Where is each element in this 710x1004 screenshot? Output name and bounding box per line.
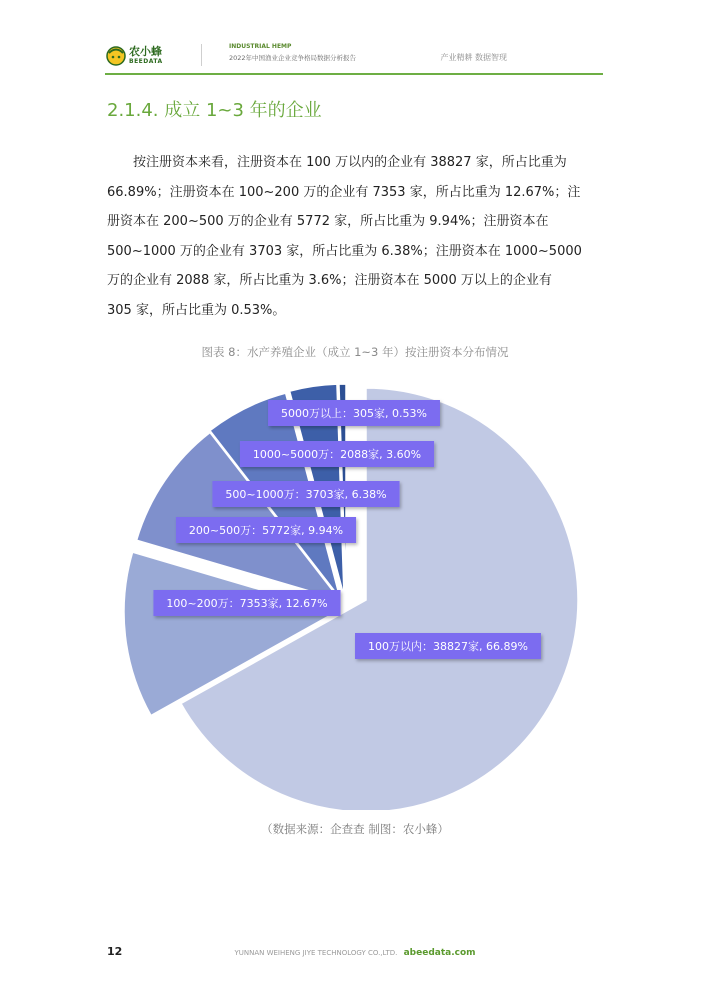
data-label — [355, 633, 541, 659]
brand-name-cn: 农小蜂 — [129, 45, 162, 58]
body-paragraph — [107, 148, 603, 325]
paragraph-line: 500~1000 万的企业有 3703 家，所占比重为 6.38%；注册资本在 1000~5000 — [107, 243, 582, 259]
header-divider — [201, 44, 202, 66]
brand-logo — [105, 42, 175, 68]
data-label — [176, 517, 356, 543]
page-header — [105, 40, 603, 76]
data-label — [212, 481, 399, 507]
bee-logo-icon — [105, 44, 127, 66]
data-label — [268, 400, 440, 426]
page-number: 12 — [107, 945, 123, 958]
page-footer — [0, 948, 710, 958]
header-rule — [105, 73, 603, 75]
footer-website: abeedata.com — [403, 948, 476, 958]
paragraph-line: 册资本在 200~500 万的企业有 5772 家，所占比重为 9.94%；注册资本在 — [107, 214, 549, 229]
data-label — [240, 441, 434, 467]
section-title: 2.1.4. 成立 1~3 年的企业 — [107, 100, 322, 121]
chart-source: （数据来源：企查查 制图：农小蜂） — [261, 822, 449, 836]
data-label-text: 5000万以上：305家, 0.53% — [281, 407, 427, 420]
data-label-text: 200~500万：5772家, 9.94% — [188, 524, 344, 537]
data-label-text: 500~1000万：3703家, 6.38% — [225, 488, 387, 501]
header-tagline: 产业精耕 数据智现 — [440, 53, 507, 62]
data-label — [153, 590, 340, 616]
report-series-label: INDUSTRIAL HEMP — [229, 43, 292, 50]
paragraph-line: 万的企业有 2088 家，所占比重为 3.6%；注册资本在 5000 万以上的企业有 — [107, 273, 552, 288]
paragraph-line: 305 家，所占比重为 0.53%。 — [107, 302, 286, 318]
brand-name-en: BEEDATA — [129, 58, 163, 65]
paragraph-line: 66.89%；注册资本在 100~200 万的企业有 7353 家，所占比重为 12.67%；注 — [107, 184, 581, 200]
pie-chart — [0, 370, 710, 810]
footer-company: YUNNAN WEIHENG JIYE TECHNOLOGY CO.,LTD. — [234, 949, 398, 957]
paragraph-line: 按注册资本来看，注册资本在 100 万以内的企业有 38827 家，所占比重为 — [133, 155, 567, 170]
chart-caption: 图表 8：水产养殖企业（成立 1~3 年）按注册资本分布情况 — [201, 345, 509, 359]
report-title: 2022年中国渔业企业竞争格局数据分析报告 — [229, 54, 357, 62]
data-label-text: 100万以内：38827家, 66.89% — [368, 640, 528, 653]
data-label-text: 100~200万：7353家, 12.67% — [166, 597, 328, 610]
data-label-text: 1000~5000万：2088家, 3.60% — [252, 448, 422, 461]
